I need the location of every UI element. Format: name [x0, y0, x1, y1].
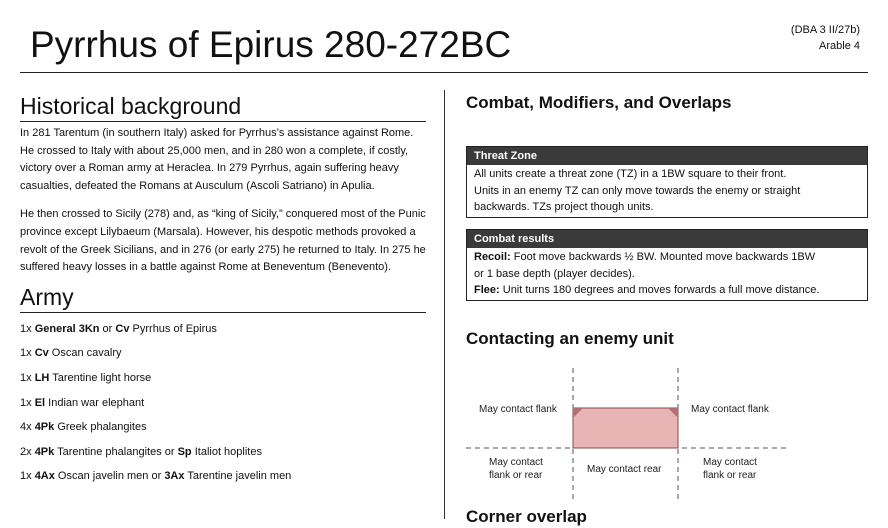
right-column	[466, 92, 868, 526]
combat-results-body: Recoil: Foot move backwards ½ BW. Mounted move backwards 1BW or 1 base depth (player decides). Flee: Unit turns 180 degrees and moves forwards a full move distance.	[467, 248, 867, 300]
terrain-type: Arable 4	[819, 40, 860, 52]
page-title: Pyrrhus of Epirus 280-272BC	[30, 24, 512, 65]
army-reference	[791, 22, 860, 54]
army-item: 1x General 3Kn or Cv Pyrrhus of Epirus	[20, 322, 217, 335]
army-item: 1x El Indian war elephant	[20, 396, 145, 409]
army-heading: Army	[20, 283, 74, 310]
contact-heading: Contacting an enemy unit	[466, 329, 674, 348]
contact-diagram-svg	[466, 364, 868, 504]
army-item: 1x 4Ax Oscan javelin men or 3Ax Tarentine javelin men	[20, 470, 292, 483]
label-flank-left: May contact flank	[479, 404, 557, 415]
history-paragraph-1: In 281 Tarentum (in southern Italy) asked for Pyrrhus’s assistance against Rome. He crossed to Italy with about 25,000 men, and in 280 won a complete, if costly, victory over a Roman army at Heraclea. In 279 Pyrrhus, again suffering heavy casualties, defeated the Romans at Ausculum (Ascoli Satriano) in Apulia.	[20, 127, 414, 192]
left-column	[20, 92, 426, 489]
army-item: 4x 4Pk Greek phalangites	[20, 421, 147, 434]
army-item: 1x LH Tarentine light horse	[20, 371, 152, 384]
heading-rule	[20, 121, 426, 122]
combat-results-title: Combat results	[467, 230, 867, 248]
army-item: 1x Cv Oscan cavalry	[20, 347, 122, 360]
army-item: 2x 4Pk Tarentine phalangites or Sp Italiot hoplites	[20, 445, 262, 458]
flee-rule: Flee: Unit turns 180 degrees and moves forwards a full move distance.	[474, 284, 820, 297]
threat-zone-box	[466, 146, 868, 218]
history-paragraph-2: He then crossed to Sicily (278) and, as “king of Sicily,” conquered most of the Punic province except Lilybaeum (Marsala). However, his despotic methods provoked a revolt of the Greek Sicilians, and in 276 (or early 275) he returned to Italy. In 275 he suffered heavy losses in a battle against Rome at Beneventum (Benevento).	[20, 208, 426, 274]
combat-results-box	[466, 229, 868, 301]
column-divider	[444, 90, 445, 519]
recoil-rule: Recoil: Foot move backwards ½ BW. Mounted move backwards 1BW	[474, 251, 816, 263]
label-br-line1: May contact	[703, 457, 757, 468]
contact-diagram	[466, 364, 868, 504]
label-flank-right: May contact flank	[691, 404, 769, 415]
title-divider	[20, 72, 868, 73]
threat-zone-title: Threat Zone	[467, 147, 867, 165]
army-list	[20, 317, 426, 489]
threat-zone-body: All units create a threat zone (TZ) in a 1BW square to their front. Units in an enemy TZ can only move towards the enemy or straight backwards. TZs project though units.	[474, 168, 801, 214]
enemy-unit-base	[573, 408, 678, 448]
label-br-line2: flank or rear	[703, 470, 757, 481]
label-bl-line2: flank or rear	[489, 470, 543, 481]
corner-overlap-heading: Corner overlap	[466, 507, 587, 526]
label-rear: May contact rear	[587, 464, 662, 475]
heading-rule	[20, 312, 426, 313]
label-bl-line1: May contact	[489, 457, 543, 468]
historical-heading: Historical background	[20, 93, 242, 119]
combat-heading: Combat, Modifiers, and Overlaps	[466, 93, 732, 112]
dba-reference: (DBA 3 II/27b)	[790, 24, 860, 36]
